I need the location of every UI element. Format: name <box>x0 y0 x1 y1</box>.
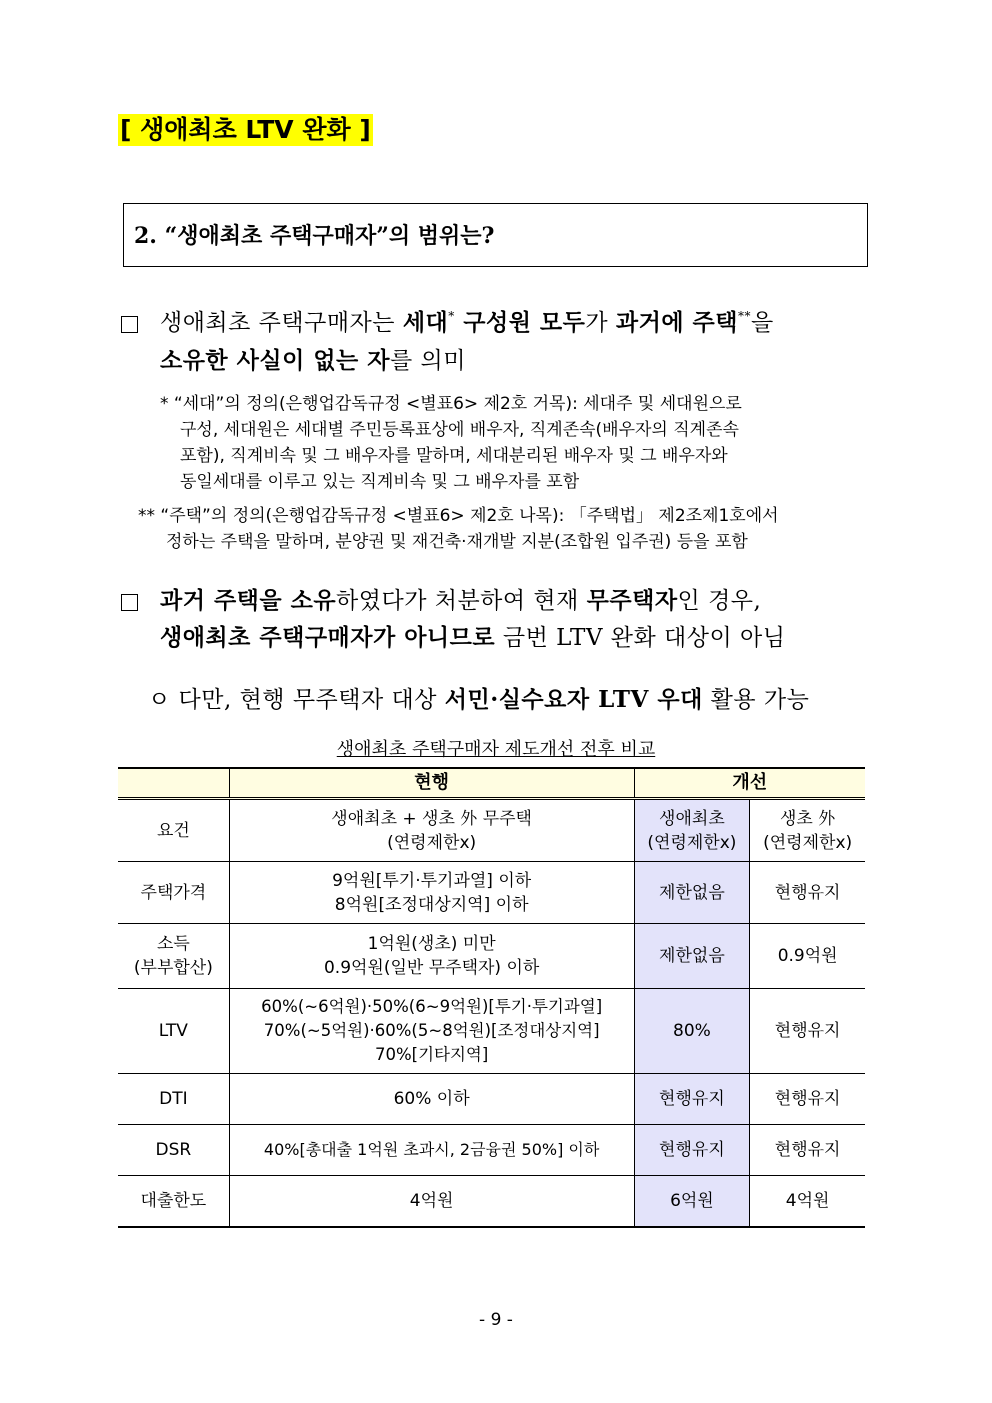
bold-text: 세대 <box>402 309 449 336</box>
question-box <box>123 203 868 267</box>
table-row <box>118 989 865 1074</box>
row-label: 요건 <box>118 799 229 862</box>
bold-text: 서민·실수요자 LTV 우대 <box>444 686 703 713</box>
row-label: 대출한도 <box>118 1176 229 1227</box>
table-row <box>118 799 865 862</box>
note2-line1: ** “주택”의 정의(은행업감독규정 <별표6> 제2호 나목): 「주택법」 제2조제1호에서 <box>138 506 779 526</box>
current-cell: 60%(~6억원)·50%(6~9억원)[투기·투기과열] 70%(~5억원)·60%(5~8억원)[조정대상지역] 70%[기타지역] <box>229 989 634 1074</box>
sub-bullet-line <box>148 682 809 718</box>
current-cell: 40%[총대출 1억원 초과시, 2금융권 50%] 이하 <box>229 1125 634 1176</box>
bold-text: 과거 주택을 소유 <box>160 587 337 614</box>
improved-first-time-cell: 생애최초 (연령제한x) <box>634 799 750 862</box>
header-empty <box>118 768 229 799</box>
header-current: 현행 <box>229 768 634 799</box>
improved-other-cell: 4억원 <box>750 1176 865 1227</box>
improved-first-time-cell: 6억원 <box>634 1176 750 1227</box>
text: 를 의미 <box>389 348 466 374</box>
table-row <box>118 1176 865 1227</box>
footnote-mark: * <box>448 309 455 323</box>
header-improved: 개선 <box>634 768 865 799</box>
current-cell: 4억원 <box>229 1176 634 1227</box>
table-row <box>118 1074 865 1125</box>
row-label: 주택가격 <box>118 862 229 924</box>
text: 인 경우, <box>677 588 762 614</box>
text: 다만, 현행 무주택자 대상 <box>170 687 445 713</box>
table-header-row <box>118 768 865 799</box>
current-cell: 1억원(생초) 미만 0.9억원(일반 무주택자) 이하 <box>229 924 634 989</box>
para2-line1 <box>160 583 761 619</box>
table-caption <box>0 735 992 761</box>
note1-line2: 구성, 세대원은 세대별 주민등록표상에 배우자, 직계존속(배우자의 직계존속 <box>180 420 739 440</box>
improved-first-time-cell: 현행유지 <box>634 1074 750 1125</box>
note1-line3: 포함), 직계비속 및 그 배우자를 말하며, 세대분리된 배우자 및 그 배우자와 <box>180 446 728 466</box>
bold-text: 구성원 모두 <box>454 309 586 336</box>
section-title: [ 생애최초 LTV 완화 ] <box>120 115 371 144</box>
improved-other-cell: 현행유지 <box>750 1125 865 1176</box>
checkbox-bullet <box>121 594 138 611</box>
bold-text: 과거에 주택 <box>615 309 738 336</box>
note2-line2: 정하는 주택을 말하며, 분양권 및 재건축·재개발 지분(조합원 입주권) 등을 포함 <box>166 532 748 552</box>
para1-line2 <box>160 343 466 379</box>
current-cell: 60% 이하 <box>229 1074 634 1125</box>
bold-text: 생애최초 주택구매자가 아니므로 <box>160 624 496 651</box>
para1-line1 <box>160 305 774 341</box>
table-row <box>118 862 865 924</box>
note1-line1: * “세대”의 정의(은행업감독규정 <별표6> 제2호 거목): 세대주 및 세대원으로 <box>160 394 742 414</box>
improved-first-time-cell: 제한없음 <box>634 924 750 989</box>
note1-line4: 동일세대를 이루고 있는 직계비속 및 그 배우자를 포함 <box>180 472 580 492</box>
improved-first-time-cell: 80% <box>634 989 750 1074</box>
caption-text: 생애최초 주택구매자 제도개선 전후 비교 <box>336 739 656 760</box>
text: 금번 LTV 완화 대상이 아님 <box>495 625 786 651</box>
improved-other-cell: 현행유지 <box>750 1074 865 1125</box>
text: 을 <box>751 310 774 336</box>
text: 활용 가능 <box>702 687 810 713</box>
circle-bullet-icon: ㅇ <box>148 687 171 713</box>
row-label: DTI <box>118 1074 229 1125</box>
table-row <box>118 1125 865 1176</box>
bold-text: 무주택자 <box>586 587 678 614</box>
question-text: 2. “생애최초 주택구매자”의 범위는? <box>134 223 495 249</box>
improved-first-time-cell: 현행유지 <box>634 1125 750 1176</box>
para2-line2 <box>160 620 785 656</box>
improved-other-cell: 현행유지 <box>750 862 865 924</box>
checkbox-bullet <box>121 316 138 333</box>
page-number: - 9 - <box>479 1310 513 1330</box>
row-label: DSR <box>118 1125 229 1176</box>
bold-text: 소유한 사실이 없는 자 <box>160 347 390 374</box>
improved-other-cell: 생초 外 (연령제한x) <box>750 799 865 862</box>
improved-first-time-cell: 제한없음 <box>634 862 750 924</box>
text: 가 <box>585 310 616 336</box>
comparison-table <box>118 767 865 1228</box>
current-cell: 9억원[투기·투기과열] 이하 8억원[조정대상지역] 이하 <box>229 862 634 924</box>
text: 하였다가 처분하여 현재 <box>336 588 587 614</box>
table-row <box>118 924 865 989</box>
row-label: 소득 (부부합산) <box>118 924 229 989</box>
current-cell: 생애최초 + 생초 外 무주택 (연령제한x) <box>229 799 634 862</box>
improved-other-cell: 현행유지 <box>750 989 865 1074</box>
improved-other-cell: 0.9억원 <box>750 924 865 989</box>
text: 생애최초 주택구매자는 <box>160 310 403 336</box>
footnote-mark: ** <box>738 309 751 323</box>
row-label: LTV <box>118 989 229 1074</box>
